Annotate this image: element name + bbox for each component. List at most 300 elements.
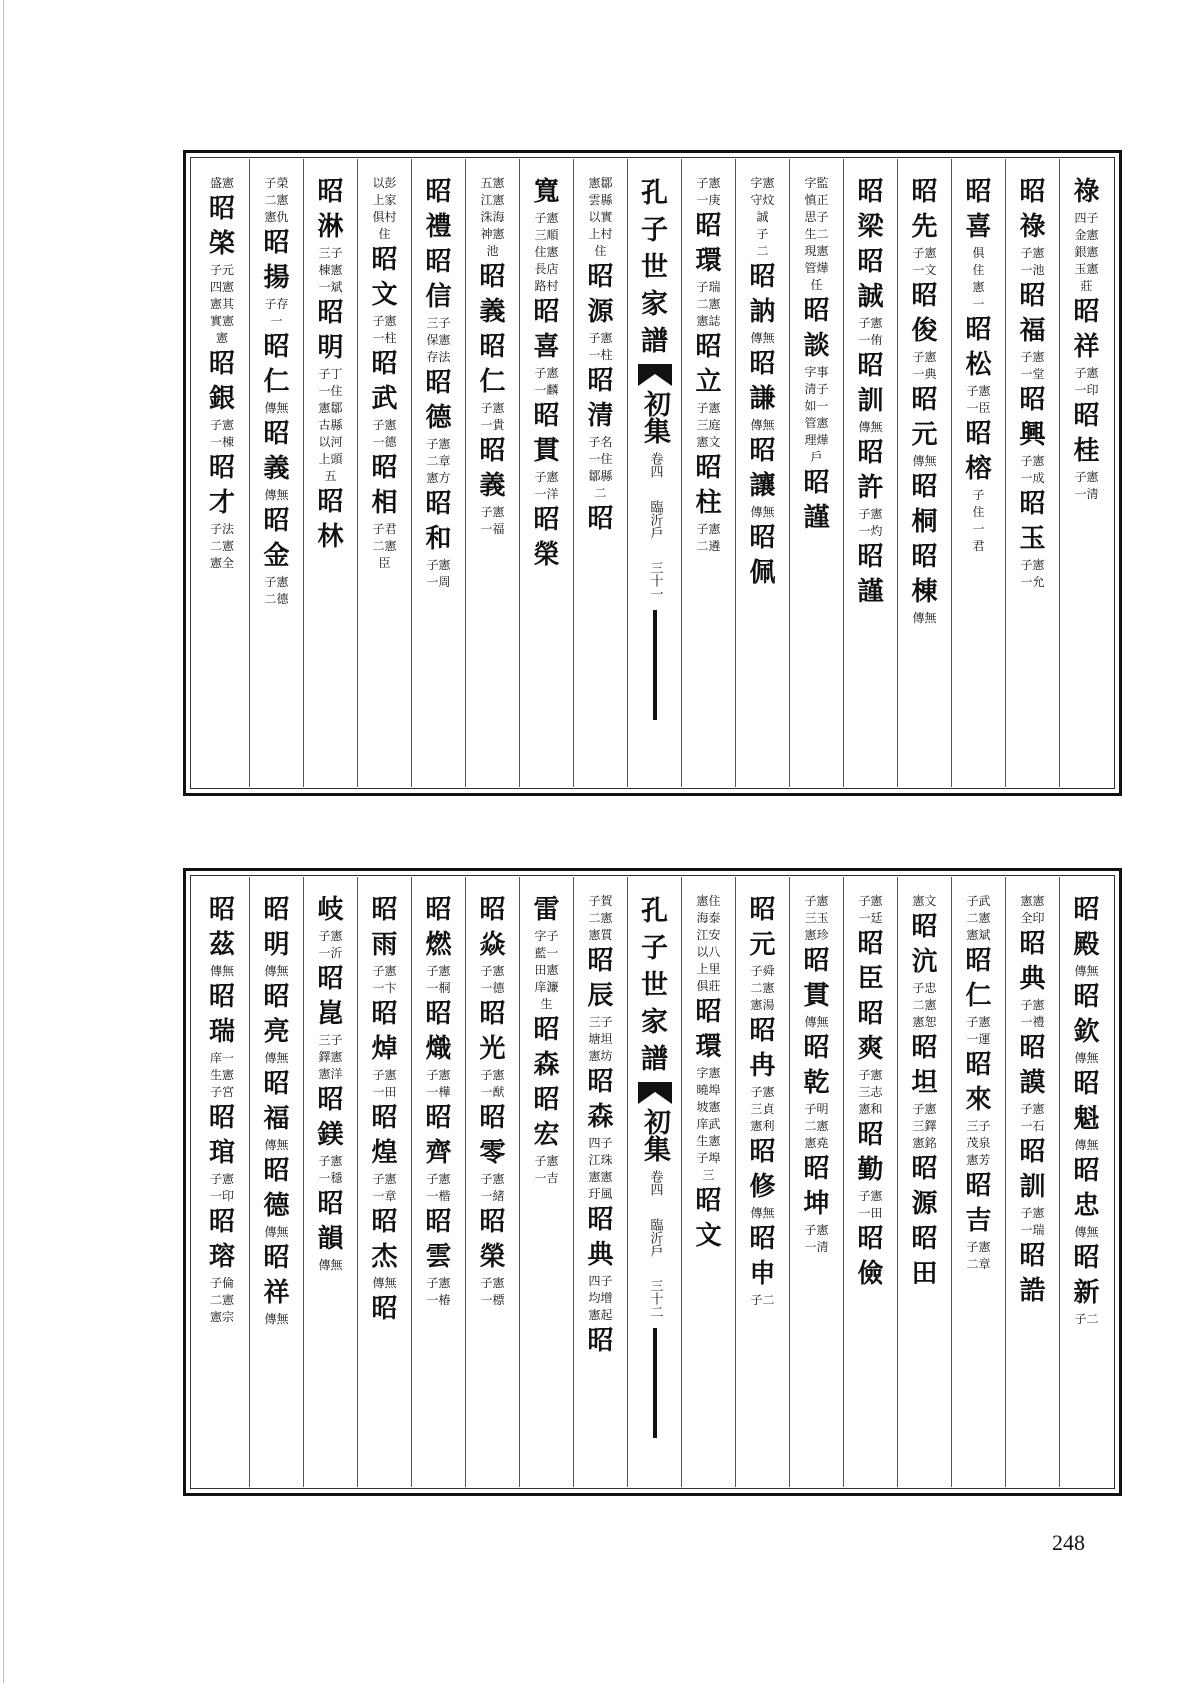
annotation-text: 子憲 — [1020, 998, 1045, 1012]
name-char: 昭 — [1019, 929, 1046, 959]
name-char: 雲 — [425, 1242, 452, 1272]
name-char: 昭 — [857, 247, 884, 277]
name-char: 昭 — [857, 1120, 884, 1150]
left-margin-rule — [3, 0, 4, 1683]
annotation-text: 一池 — [1020, 263, 1045, 277]
name-char: 昭 — [857, 177, 884, 207]
annotation-text: 二憲 — [696, 297, 721, 311]
annotation-text: 庠武 — [696, 1117, 721, 1131]
annotation-text: 一德 — [480, 981, 505, 995]
annotation-text: 一禮 — [1020, 1015, 1045, 1029]
annotation-text: 子埠 — [696, 1151, 721, 1165]
annotation-text: 傳無 — [264, 1225, 289, 1239]
name-char: 典 — [587, 1240, 614, 1270]
name-char: 昭 — [911, 542, 938, 572]
name-char: 昭 — [803, 468, 830, 498]
annotation-text: 傳無 — [750, 331, 775, 345]
annotation-text: 憲利 — [750, 1119, 775, 1133]
annotation-text: 現憲 — [804, 244, 829, 258]
annotation-text: 子憲 — [804, 894, 829, 908]
name-char: 和 — [425, 524, 452, 554]
annotation-text: 庠一 — [209, 1051, 234, 1065]
annotation-text: 子忠 — [912, 981, 937, 995]
book-title — [641, 893, 668, 1078]
annotation-text: 子憲 — [858, 507, 883, 521]
name-char: 許 — [857, 473, 884, 503]
household-label: 臨沂戶 — [647, 500, 663, 539]
name-char: 昭 — [1019, 1033, 1046, 1063]
name-char: 昭 — [263, 1069, 290, 1099]
name-char: 乾 — [803, 1068, 830, 1098]
annotation-text: 一文 — [912, 263, 937, 277]
name-char: 昭 — [587, 366, 614, 396]
name-char: 相 — [371, 488, 398, 518]
name-char: 零 — [479, 1138, 506, 1168]
name-char: 崑 — [317, 999, 344, 1029]
name-char: 環 — [695, 246, 722, 276]
name-char: 昭 — [425, 1207, 452, 1237]
name-char: 昭 — [533, 1015, 560, 1045]
name-char: 昭 — [1019, 281, 1046, 311]
text-column — [519, 159, 573, 787]
annotation-text: 傳無 — [318, 1258, 343, 1272]
annotation-text: 憲湯 — [750, 998, 775, 1012]
name-char: 祥 — [1073, 332, 1100, 362]
annotation-text: 管燁 — [804, 261, 829, 275]
annotation-text: 憲和 — [858, 1102, 883, 1116]
name-char: 昭 — [425, 489, 452, 519]
annotation-text: 傳無 — [1074, 1051, 1099, 1065]
name-char: 昭 — [965, 315, 992, 345]
annotation-text: 塘坦 — [588, 1032, 613, 1046]
annotation-text: 傳無 — [209, 964, 234, 978]
volume-label: 卷四 — [647, 452, 663, 478]
annotation-text: 誠 — [756, 210, 769, 224]
name-char: 昭 — [371, 245, 398, 275]
annotation-text: 銀憲 — [1074, 245, 1099, 259]
name-char: 棨 — [208, 229, 235, 259]
annotation-text: 子憲 — [696, 176, 721, 190]
annotation-text: 傳無 — [264, 1138, 289, 1152]
annotation-text: 一臣 — [966, 401, 991, 415]
annotation-text: 子憲 — [480, 401, 505, 415]
name-char: 祥 — [263, 1278, 290, 1308]
annotation-text: 守炆 — [750, 193, 775, 207]
annotation-text: 憲芳 — [966, 1153, 991, 1167]
name-char: 昭 — [1019, 1241, 1046, 1271]
name-char: 鎂 — [317, 1120, 344, 1150]
name-char: 昭 — [317, 1085, 344, 1115]
name-char: 德 — [425, 403, 452, 433]
annotation-text: 子憲 — [912, 246, 937, 260]
name-char: 昭 — [965, 177, 992, 207]
annotation-text: 神憲 — [480, 227, 505, 241]
name-char: 訓 — [857, 386, 884, 416]
annotation-text: 四子 — [588, 1136, 613, 1150]
annotation-text: 五憲 — [480, 176, 505, 190]
name-char: 明 — [263, 930, 290, 960]
annotation-text: 憲堯 — [804, 1136, 829, 1150]
text-column — [789, 877, 843, 1487]
name-char: 昭 — [857, 351, 884, 381]
annotation-text: 實憲 — [209, 314, 234, 328]
annotation-text: 金憲 — [1074, 228, 1099, 242]
name-char: 柱 — [695, 488, 722, 518]
annotation-text: 子憲 — [966, 1240, 991, 1254]
annotation-text: 憲誌 — [696, 314, 721, 328]
title-char: 孔 — [641, 896, 668, 927]
name-char: 昭 — [208, 895, 235, 925]
name-char: 昭 — [587, 504, 614, 534]
name-char: 昭 — [208, 349, 235, 379]
annotation-text: 憲珍 — [804, 928, 829, 942]
name-char: 瑞 — [208, 1017, 235, 1047]
annotation-text: 五 — [324, 469, 337, 483]
annotation-text: 子憲 — [480, 1068, 505, 1082]
annotation-text: 子舜 — [750, 964, 775, 978]
name-char: 昭 — [911, 281, 938, 311]
name-char: 昭 — [263, 895, 290, 925]
annotation-text: 一 — [972, 522, 985, 536]
name-char: 辰 — [587, 981, 614, 1011]
annotation-text: 子倫 — [209, 1276, 234, 1290]
genealogy-panel-upper — [183, 150, 1122, 796]
annotation-text: 憲文 — [696, 435, 721, 449]
text-column — [843, 159, 897, 787]
title-char: 世 — [641, 252, 668, 283]
leaf-number: 三十二 — [647, 1279, 663, 1318]
leaf-number: 三十一 — [647, 561, 663, 600]
name-char: 森 — [533, 1050, 560, 1080]
annotation-text: 一柱 — [588, 348, 613, 362]
annotation-text: 一沂 — [318, 946, 343, 960]
name-char: 揚 — [263, 263, 290, 293]
annotation-text: 住憲 — [534, 245, 559, 259]
annotation-text: 傳無 — [858, 420, 883, 434]
annotation-text: 子憲 — [858, 894, 883, 908]
name-char: 昭 — [911, 1224, 938, 1254]
annotation-text: 長店 — [534, 262, 559, 276]
title-char: 家 — [641, 1007, 668, 1038]
name-char: 昭 — [1073, 982, 1100, 1012]
name-char: 昭 — [479, 1103, 506, 1133]
annotation-text: 一洋 — [534, 487, 559, 501]
page-number: 248 — [1052, 1530, 1085, 1555]
annotation-text: 三子 — [966, 1119, 991, 1133]
title-char: 家 — [641, 289, 668, 320]
title-char: 譜 — [641, 326, 668, 357]
name-char: 昭 — [911, 912, 938, 942]
name-char: 寬 — [533, 177, 560, 207]
name-char: 昭 — [1073, 1156, 1100, 1186]
name-char: 昭 — [1073, 1069, 1100, 1099]
annotation-text: 管憲 — [804, 416, 829, 430]
annotation-text: 一瑞 — [1020, 1223, 1045, 1237]
annotation-text: 字事 — [804, 365, 829, 379]
name-char: 淋 — [317, 212, 344, 242]
collection-label: 初集 — [639, 1108, 670, 1162]
annotation-text: 清子 — [804, 382, 829, 396]
annotation-text: 均增 — [588, 1291, 613, 1305]
annotation-text: 子憲 — [426, 558, 451, 572]
text-column — [303, 159, 357, 787]
annotation-text: 子憲 — [534, 211, 559, 225]
annotation-text: 坡憲 — [696, 1100, 721, 1114]
annotation-text: 傳無 — [264, 488, 289, 502]
name-char: 元 — [749, 930, 776, 960]
annotation-text: 住 — [378, 227, 391, 241]
name-char: 謨 — [1019, 1068, 1046, 1098]
annotation-text: 二德 — [264, 592, 289, 606]
annotation-text: 一柱 — [372, 331, 397, 345]
annotation-text: 一庚 — [696, 193, 721, 207]
name-char: 金 — [263, 541, 290, 571]
annotation-text: 子榮 — [264, 176, 289, 190]
annotation-text: 一田 — [372, 1085, 397, 1099]
annotation-text: 江珠 — [588, 1153, 613, 1167]
name-char: 林 — [317, 522, 344, 552]
annotation-text: 憲起 — [588, 1308, 613, 1322]
annotation-text: 二憲 — [209, 539, 234, 553]
annotation-text: 二憲 — [588, 911, 613, 925]
annotation-text: 江安 — [696, 928, 721, 942]
name-char: 昭 — [1019, 1137, 1046, 1167]
annotation-text: 傳無 — [750, 505, 775, 519]
annotation-text: 二憲 — [264, 193, 289, 207]
text-column — [195, 877, 249, 1487]
name-char: 昭 — [1073, 895, 1100, 925]
annotation-text: 子瑞 — [696, 280, 721, 294]
name-char: 亮 — [263, 1017, 290, 1047]
name-char: 焱 — [479, 930, 506, 960]
annotation-text: 四子 — [1074, 211, 1099, 225]
name-char: 謹 — [857, 577, 884, 607]
annotation-text: 傳無 — [372, 1276, 397, 1290]
name-char: 昭 — [965, 946, 992, 976]
annotation-text: 一卞 — [372, 981, 397, 995]
annotation-text: 傳無 — [264, 1051, 289, 1065]
name-char: 昭 — [965, 1171, 992, 1201]
name-char: 昭 — [587, 1326, 614, 1356]
name-char: 昭 — [479, 436, 506, 466]
center-fold-line — [653, 610, 657, 720]
name-char: 昭 — [263, 1243, 290, 1273]
annotation-text: 住 — [972, 505, 985, 519]
name-char: 昭 — [749, 1137, 776, 1167]
name-char: 昭 — [1019, 489, 1046, 519]
name-char: 昭 — [1019, 177, 1046, 207]
name-char: 昭 — [749, 895, 776, 925]
text-column — [303, 877, 357, 1487]
annotation-text: 憲其 — [209, 297, 234, 311]
name-char: 殿 — [1073, 930, 1100, 960]
annotation-text: 一印 — [1074, 383, 1099, 397]
name-char: 禮 — [425, 212, 452, 242]
annotation-text: 憲 — [972, 280, 985, 294]
annotation-text: 傳無 — [912, 454, 937, 468]
name-char: 玉 — [1019, 524, 1046, 554]
text-column — [897, 877, 951, 1487]
annotation-text: 存法 — [426, 350, 451, 364]
annotation-text: 一桐 — [426, 981, 451, 995]
text-column — [357, 159, 411, 787]
annotation-text: 子憲 — [534, 366, 559, 380]
name-char: 昭 — [371, 453, 398, 483]
name-char: 修 — [749, 1172, 776, 1202]
name-char: 昭 — [857, 1224, 884, 1254]
annotation-text: 子二 — [750, 1293, 775, 1307]
name-char: 昭 — [587, 1067, 614, 1097]
name-char: 冉 — [749, 1051, 776, 1081]
name-char: 昭 — [263, 506, 290, 536]
annotation-text: 子憲 — [1020, 1206, 1045, 1220]
text-column — [465, 159, 519, 787]
name-char: 榕 — [965, 454, 992, 484]
annotation-text: 子憲 — [372, 1172, 397, 1186]
name-char: 清 — [587, 401, 614, 431]
name-char: 誠 — [857, 282, 884, 312]
annotation-text: 住 — [594, 244, 607, 258]
name-char: 昭 — [263, 419, 290, 449]
annotation-text: 思子 — [804, 210, 829, 224]
name-char: 勤 — [857, 1155, 884, 1185]
text-column — [249, 877, 303, 1487]
annotation-text: 一德 — [372, 435, 397, 449]
annotation-text: 玉憲 — [1074, 262, 1099, 276]
name-char: 熾 — [425, 1034, 452, 1064]
name-char: 昭 — [1073, 297, 1100, 327]
annotation-text: 字監 — [804, 176, 829, 190]
annotation-text: 一 — [972, 297, 985, 311]
annotation-text: 子丁 — [318, 367, 343, 381]
annotation-text: 生二 — [804, 227, 829, 241]
name-char: 喜 — [965, 212, 992, 242]
annotation-text: 一堂 — [1020, 367, 1045, 381]
name-char: 昭 — [695, 1186, 722, 1216]
annotation-text: 憲斌 — [966, 928, 991, 942]
text-column — [1005, 159, 1059, 787]
annotation-text: 子憲 — [534, 470, 559, 484]
name-char: 昭 — [803, 296, 830, 326]
name-char: 光 — [479, 1034, 506, 1064]
name-char: 祿 — [1019, 212, 1046, 242]
name-char: 武 — [371, 384, 398, 414]
annotation-text: 一樺 — [426, 1085, 451, 1099]
annotation-text: 二 — [756, 244, 769, 258]
text-column — [411, 159, 465, 787]
text-column — [195, 159, 249, 787]
annotation-text: 子憲 — [1020, 1102, 1045, 1116]
text-column — [465, 877, 519, 1487]
title-char: 譜 — [641, 1044, 668, 1075]
annotation-text: 俱 — [972, 246, 985, 260]
annotation-text: 字子 — [534, 929, 559, 943]
genealogy-panel-lower — [183, 868, 1122, 1496]
annotation-text: 生憲 — [696, 1134, 721, 1148]
name-char: 昭 — [425, 999, 452, 1029]
name-char: 仁 — [263, 367, 290, 397]
name-char: 昭 — [911, 385, 938, 415]
name-char: 沆 — [911, 947, 938, 977]
annotation-text: 憲鄒 — [318, 401, 343, 415]
name-char: 昭 — [371, 999, 398, 1029]
annotation-text: 子憲 — [372, 1068, 397, 1082]
text-column — [681, 159, 735, 787]
text-column — [735, 877, 789, 1487]
annotation-text: 子憲 — [426, 1172, 451, 1186]
name-char: 談 — [803, 331, 830, 361]
annotation-text: 上村 — [588, 227, 613, 241]
annotation-text: 子法 — [209, 522, 234, 536]
name-char: 昭 — [803, 946, 830, 976]
text-column — [627, 159, 681, 787]
name-char: 昭 — [749, 1224, 776, 1254]
name-char: 昭 — [857, 999, 884, 1029]
name-char: 源 — [587, 297, 614, 327]
name-char: 昭 — [317, 487, 344, 517]
name-char: 昭 — [371, 1103, 398, 1133]
annotation-text: 以實 — [588, 210, 613, 224]
annotation-text: 一田 — [858, 1206, 883, 1220]
name-char: 昭 — [263, 332, 290, 362]
annotation-text: 子君 — [372, 522, 397, 536]
annotation-text: 一標 — [480, 1293, 505, 1307]
name-char: 訓 — [1019, 1172, 1046, 1202]
annotation-text: 子憲 — [912, 350, 937, 364]
annotation-text: 子憲 — [966, 1015, 991, 1029]
annotation-text: 子憲 — [426, 1276, 451, 1290]
annotation-text: 字憲 — [750, 176, 775, 190]
annotation-text: 三貞 — [750, 1102, 775, 1116]
annotation-text: 三玉 — [804, 911, 829, 925]
annotation-text: 憲文 — [912, 894, 937, 908]
name-char: 義 — [479, 471, 506, 501]
annotation-text: 一斌 — [318, 280, 343, 294]
name-char: 昭 — [317, 964, 344, 994]
name-char: 昭 — [371, 349, 398, 379]
annotation-text: 傳無 — [750, 418, 775, 432]
annotation-text: 傳無 — [912, 611, 937, 625]
annotation-text: 一清 — [1074, 487, 1099, 501]
text-column — [951, 877, 1005, 1487]
annotation-text: 盛憲 — [209, 176, 234, 190]
name-char: 昭 — [857, 438, 884, 468]
annotation-text: 憲 — [215, 331, 228, 345]
annotation-text: 一典 — [912, 367, 937, 381]
name-char: 昭 — [425, 247, 452, 277]
name-char: 茲 — [208, 930, 235, 960]
annotation-text: 一廷 — [858, 911, 883, 925]
text-column — [249, 159, 303, 787]
name-char: 昭 — [749, 262, 776, 292]
volume-label: 卷四 — [647, 1170, 663, 1196]
annotation-text: 子 — [756, 227, 769, 241]
annotation-text: 子憲 — [318, 1154, 343, 1168]
annotation-text: 戶 — [810, 450, 823, 464]
annotation-text: 憲全 — [209, 556, 234, 570]
annotation-text: 二 — [594, 486, 607, 500]
name-char: 昭 — [371, 895, 398, 925]
title-char: 世 — [641, 970, 668, 1001]
annotation-text: 四憲 — [209, 280, 234, 294]
annotation-text: 一灼 — [858, 524, 883, 538]
annotation-text: 子憲 — [1074, 470, 1099, 484]
name-char: 昭 — [911, 1154, 938, 1184]
title-char: 子 — [641, 933, 668, 964]
center-fold-line — [653, 1328, 657, 1438]
name-char: 爽 — [857, 1034, 884, 1064]
name-char: 昭 — [208, 453, 235, 483]
